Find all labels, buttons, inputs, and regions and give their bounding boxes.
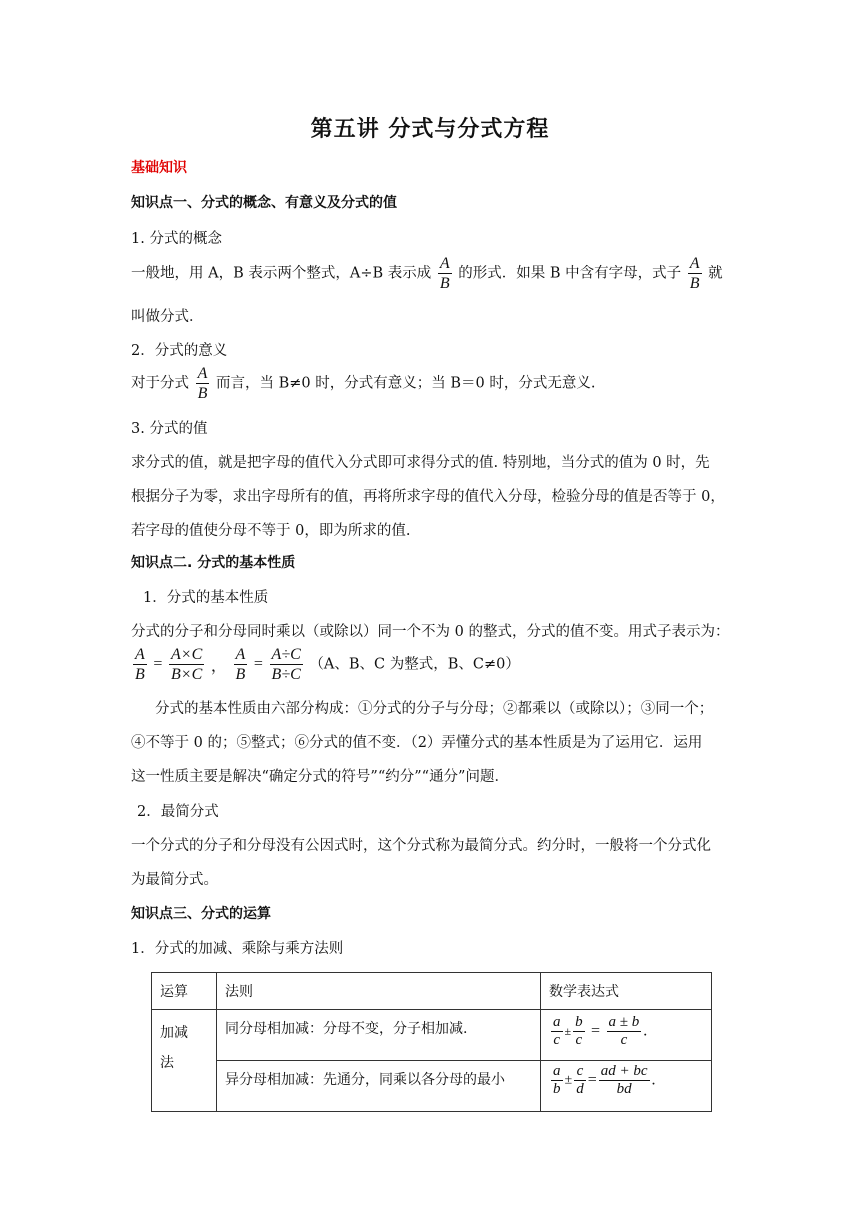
numerator: a ± b (608, 1014, 640, 1030)
subheading-basic-property: 1．分式的基本性质 (143, 590, 269, 606)
table-row (152, 1061, 712, 1112)
paragraph-line: ④不等于 0 的；⑤整式；⑥分式的值不变．（2）弄懂分式的基本性质是为了运用它．运用 (131, 735, 703, 751)
paragraph-line: 一个分式的分子和分母没有公因式时，这个分式称为最简分式。约分时，一般将一个分式化 (131, 838, 711, 854)
table-cell-operation (152, 1010, 217, 1112)
table-header-cell: 数学表达式 (541, 973, 712, 1010)
fraction-c-over-d (574, 1063, 586, 1098)
subheading-fraction-meaning: 2．分式的意义 (131, 343, 228, 359)
paragraph-continued: 叫做分式． (131, 309, 204, 325)
numerator: a (553, 1063, 561, 1079)
equals-sign: = (591, 1022, 601, 1040)
formula-note: （A、B、C 为整式，B、C≠0） (309, 656, 520, 673)
table-cell-expression (541, 1010, 712, 1061)
numerator: A÷C (271, 646, 301, 663)
table-header-cell: 法则 (217, 973, 541, 1010)
fraction-a-over-b (438, 254, 452, 293)
text: 对于分式 (131, 375, 189, 392)
heading-knowledge-point-2: 知识点二. 分式的基本性质 (131, 555, 296, 571)
table-cell-rule: 异分母相加减：先通分，同乘以各分母的最小 (217, 1061, 541, 1112)
fraction-a-over-b (234, 645, 248, 684)
fraction-ad-plus-bc-over-bd (599, 1063, 650, 1098)
paragraph-fraction-meaning (131, 364, 732, 403)
fraction-a-over-b (196, 364, 210, 403)
table-header-row (152, 973, 712, 1010)
denominator: c (575, 1032, 583, 1048)
fraction-a-div-c-over-b-div-c (270, 645, 303, 684)
denominator: B (235, 666, 246, 683)
denominator: B (197, 385, 208, 402)
subheading-simplest-fraction: 2．最简分式 (137, 804, 219, 820)
period: . (643, 1022, 648, 1040)
table-cell-rule: 同分母相加减：分母不变，分子相加减. (217, 1010, 541, 1061)
paragraph-fraction-concept (131, 254, 732, 293)
paragraph-line: 分式的分子和分母同时乘以（或除以）同一个不为 0 的整式，分式的值不变。用式子表示为： (131, 624, 730, 640)
formula-basic-property (131, 645, 732, 684)
comma: ， (210, 658, 227, 675)
fraction-a-pm-b-over-c (607, 1014, 642, 1049)
text: 的形式．如果 B 中含有字母，式子 (458, 265, 682, 282)
denominator: B (135, 666, 145, 683)
period: . (651, 1071, 656, 1089)
subheading-fraction-value: 3. 分式的值 (131, 421, 208, 437)
fraction-b-over-c (573, 1014, 585, 1049)
paragraph-line: 求分式的值，就是把字母的值代入分式即可求得分式的值. 特别地，当分式的值为 0 时，先 (131, 455, 710, 471)
fraction-a-over-c (551, 1014, 563, 1049)
equals-sign: = (587, 1071, 597, 1089)
paragraph-line: 为最简分式。 (131, 872, 218, 888)
paragraph-line: 分式的基本性质由六部分构成：①分式的分子与分母；②都乘以（或除以）；③同一个； (155, 701, 714, 717)
plus-minus-sign: ± (564, 1072, 573, 1088)
operations-table (151, 972, 712, 1112)
operation-name: 法 (160, 1055, 174, 1071)
denominator: d (576, 1081, 584, 1097)
subheading-operations: 1．分式的加减、乘除与乘方法则 (131, 941, 344, 957)
subheading-fraction-concept: 1. 分式的概念 (131, 231, 222, 247)
denominator: B (689, 275, 700, 292)
text: 就 (708, 265, 723, 282)
denominator: b (553, 1081, 561, 1097)
numerator: A (439, 255, 450, 272)
denominator: B×C (171, 666, 203, 683)
page-title: 第五讲 分式与分式方程 (310, 117, 550, 142)
denominator: c (553, 1032, 561, 1048)
fraction-a-over-b (688, 254, 702, 293)
text: 一般地，用 A，B 表示两个整式，A÷B 表示成 (131, 265, 432, 282)
numerator: A (689, 255, 700, 272)
paragraph-line: 若字母的值使分母不等于 0，即为所求的值. (131, 523, 411, 539)
numerator: a (553, 1014, 561, 1030)
plus-minus-sign: ± (564, 1024, 572, 1038)
numerator: A (197, 365, 208, 382)
fraction-a-over-b (551, 1063, 563, 1098)
paragraph-line: 这一性质主要是解决“确定分式的符号”“约分”“通分”问题． (131, 769, 509, 785)
text: 而言，当 B≠0 时，分式有意义；当 B＝0 时，分式无意义. (216, 375, 596, 392)
table-header-cell: 运算 (152, 973, 217, 1010)
denominator: bd (616, 1081, 632, 1097)
numerator: A (135, 646, 145, 663)
fraction-a-over-b (133, 645, 147, 684)
section-label-basics: 基础知识 (131, 160, 187, 176)
numerator: A (235, 646, 246, 663)
table-cell-expression (541, 1061, 712, 1112)
denominator: B (439, 275, 450, 292)
equals-sign: = (153, 655, 163, 673)
numerator: b (575, 1014, 583, 1030)
fraction-ac-over-bc (169, 645, 204, 684)
numerator: A×C (171, 646, 203, 663)
paragraph-line: 根据分子为零，求出字母所有的值，再将所求字母的值代入分母，检验分母的值是否等于 0， (131, 489, 725, 505)
heading-knowledge-point-1: 知识点一、分式的概念、有意义及分式的值 (131, 195, 397, 211)
denominator: B÷C (271, 666, 301, 683)
numerator: c (574, 1063, 586, 1081)
heading-knowledge-point-3: 知识点三、分式的运算 (131, 906, 271, 922)
operation-name: 加减 (160, 1025, 188, 1041)
numerator: ad + bc (600, 1063, 648, 1079)
equals-sign: = (253, 655, 263, 673)
denominator: c (620, 1032, 628, 1048)
table-row (152, 1010, 712, 1061)
